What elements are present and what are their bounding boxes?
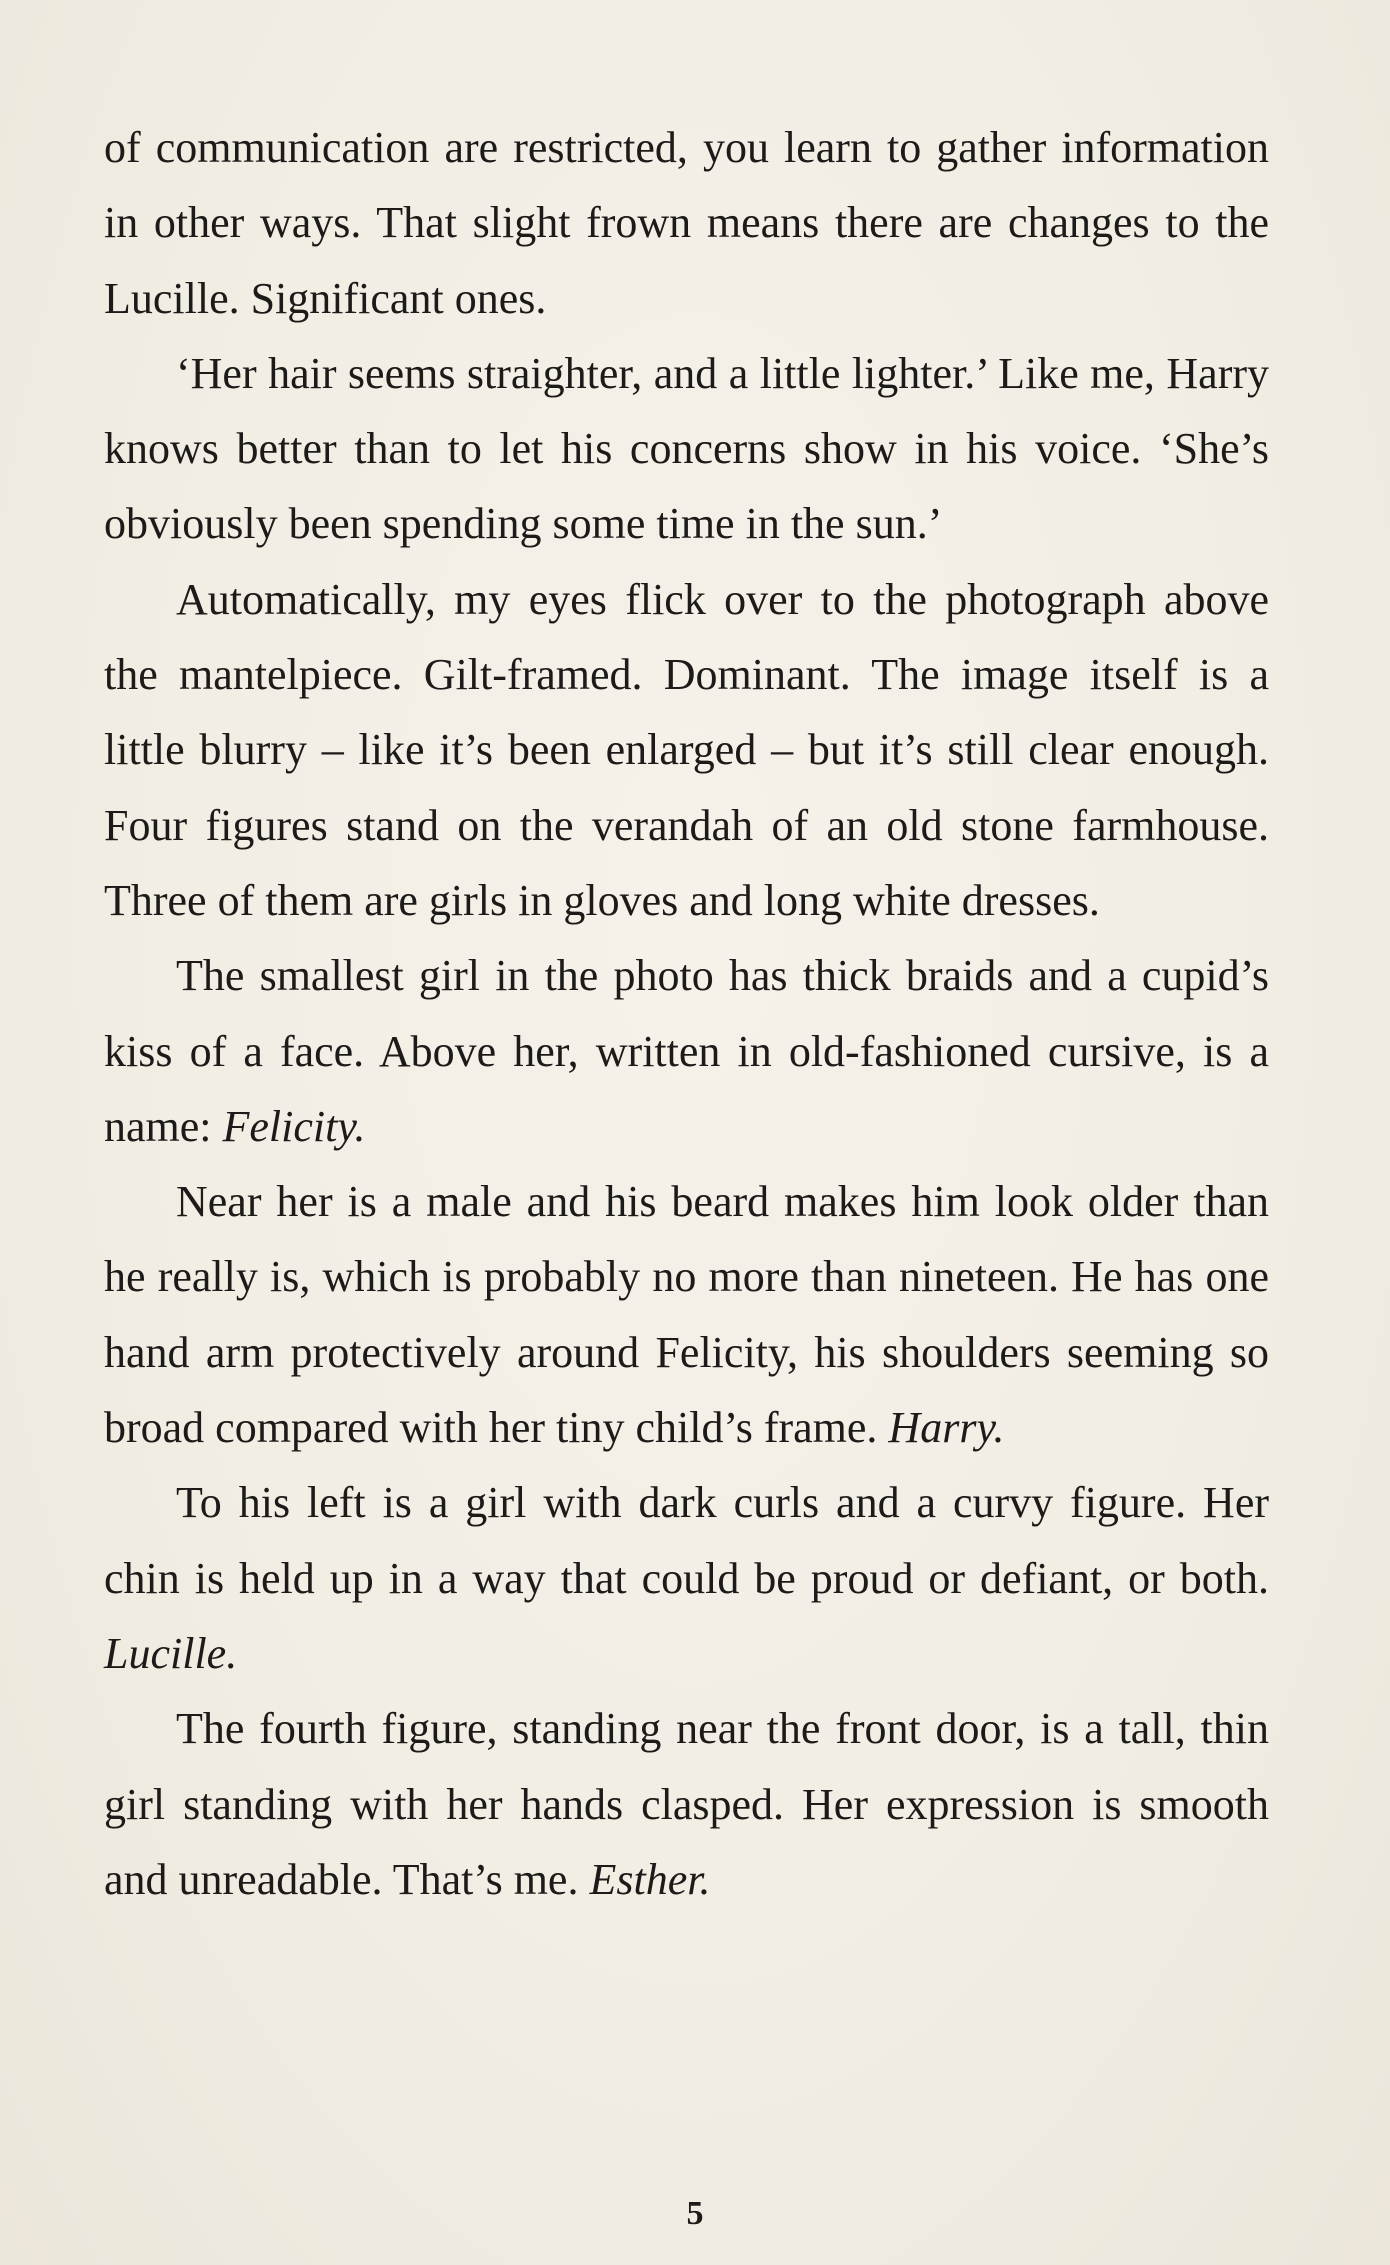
paragraph-3-text: Automatically, my eyes flick over to the photograph above the mantelpiece. Gilt-framed. Dominant. The image itself is a little blurry – like it’s been enlarged – but it’s still clear enough. Four figures stand on the verandah of an old stone farmhouse. Three of them are girls in gloves and long white dresses. [104,574,1269,925]
paragraph-3 [104,562,1269,938]
paragraph-1 [104,110,1269,336]
paragraph-7 [104,1691,1269,1917]
paragraph-1-text: of communication are restricted, you learn to gather information in other ways. That slight frown means there are changes to the Lucille. Significant ones. [104,123,1269,323]
paragraph-2 [104,336,1269,562]
paragraph-4-italic: Felicity. [222,1101,366,1151]
paragraph-7-italic: Esther. [589,1854,711,1904]
paragraph-4 [104,938,1269,1164]
paragraph-6-italic: Lucille. [104,1628,238,1678]
paragraph-7-text: The fourth figure, standing near the front door, is a tall, thin girl standing with her hands clasped. Her expression is smooth and unreadable. That’s me. [104,1704,1269,1904]
paragraph-6 [104,1465,1269,1691]
paragraph-5-italic: Harry. [888,1403,1005,1453]
paragraph-6-text: To his left is a girl with dark curls and a curvy figure. Her chin is held up in a way that could be proud or defiant, or both. [104,1478,1269,1603]
paragraph-5-text: Near her is a male and his beard makes him look older than he really is, which is probably no more than nineteen. He has one hand arm protectively around Felicity, his shoulders seeming so broad compared with her tiny child’s frame. [104,1177,1269,1453]
paragraph-5 [104,1164,1269,1465]
body-text [104,110,1269,1917]
paragraph-2-text: ‘Her hair seems straighter, and a little lighter.’ Like me, Harry knows better than to let his concerns show in his voice. ‘She’s obviously been spending some time in the sun.’ [104,348,1269,549]
page-number: 5 [686,2195,704,2232]
paragraph-4-text: The smallest girl in the photo has thick braids and a cupid’s kiss of a face. Above her, written in old-fashioned cursive, is a name: [104,951,1269,1151]
